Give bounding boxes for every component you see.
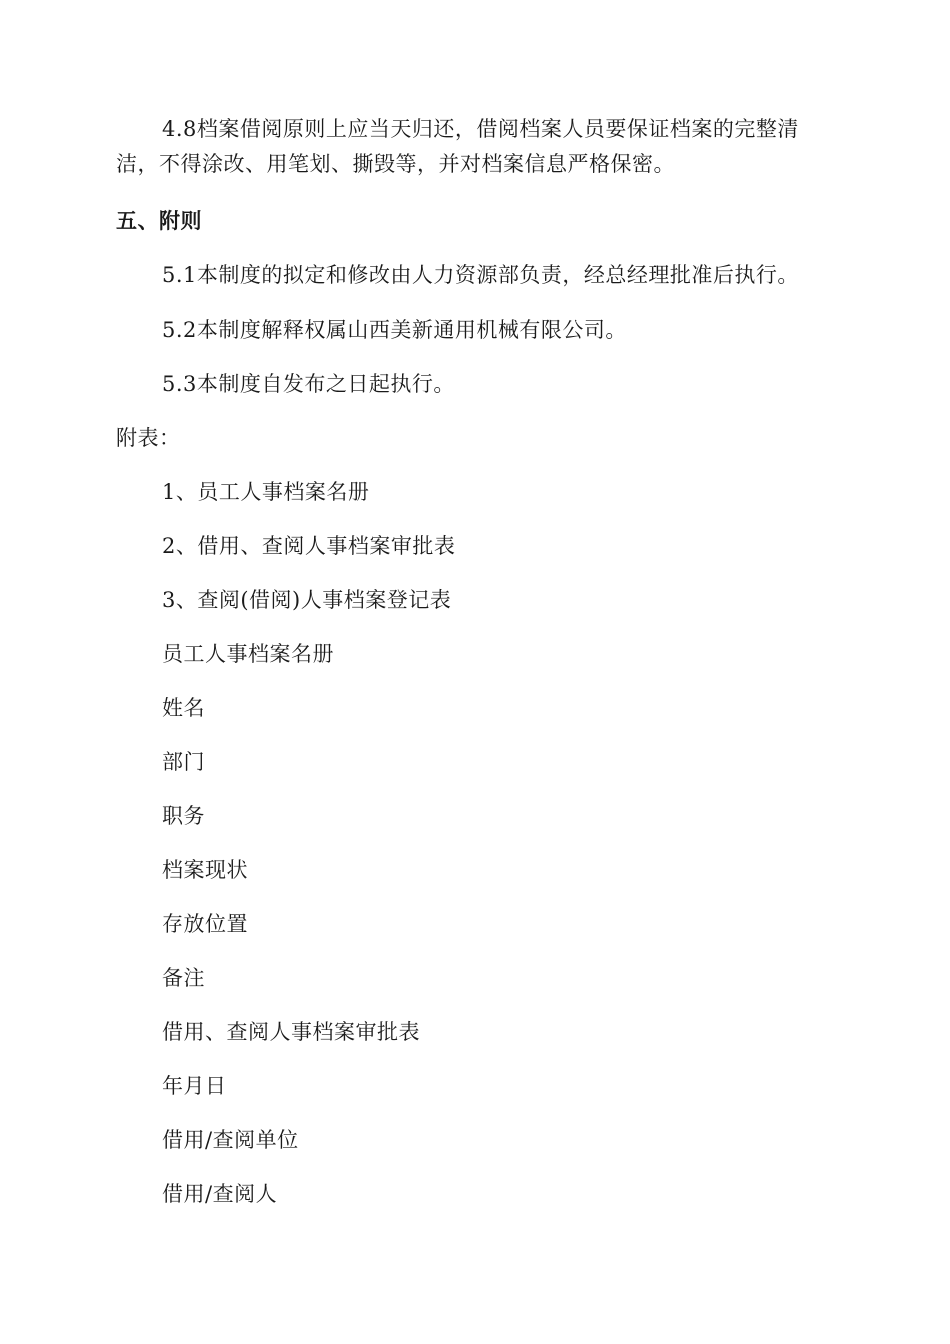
approval-title: 借用、查阅人事档案审批表 xyxy=(162,1020,420,1044)
appendix-label: 附表： xyxy=(116,426,181,450)
section-heading-supplementary: 五、附则 xyxy=(116,209,202,233)
appendix-item: 2、借用、查阅人事档案审批表 xyxy=(162,534,456,558)
roster-field: 存放位置 xyxy=(162,912,248,936)
appendix-item: 3、查阅(借阅)人事档案登记表 xyxy=(162,588,452,612)
roster-field: 姓名 xyxy=(162,696,205,720)
appendix-item: 1、员工人事档案名册 xyxy=(162,480,370,504)
approval-field: 借用/查阅人 xyxy=(162,1182,278,1206)
approval-field: 借用/查阅单位 xyxy=(162,1128,299,1152)
paragraph-4-8: 4.8档案借阅原则上应当天归还，借阅档案人员要保证档案的完整清洁，不得涂改、用笔划、撕毁等，并对档案信息严格保密。 xyxy=(116,117,799,176)
roster-field: 备注 xyxy=(162,966,205,990)
paragraph-5-1: 5.1本制度的拟定和修改由人力资源部负责，经总经理批准后执行。 xyxy=(162,263,799,287)
roster-field: 档案现状 xyxy=(162,858,248,882)
approval-field: 年月日 xyxy=(162,1074,227,1098)
paragraph-5-2: 5.2本制度解释权属山西美新通用机械有限公司。 xyxy=(162,318,627,342)
paragraph-5-3: 5.3本制度自发布之日起执行。 xyxy=(162,372,455,396)
roster-field: 部门 xyxy=(162,750,205,774)
roster-field: 职务 xyxy=(162,804,205,828)
roster-title: 员工人事档案名册 xyxy=(162,642,334,666)
